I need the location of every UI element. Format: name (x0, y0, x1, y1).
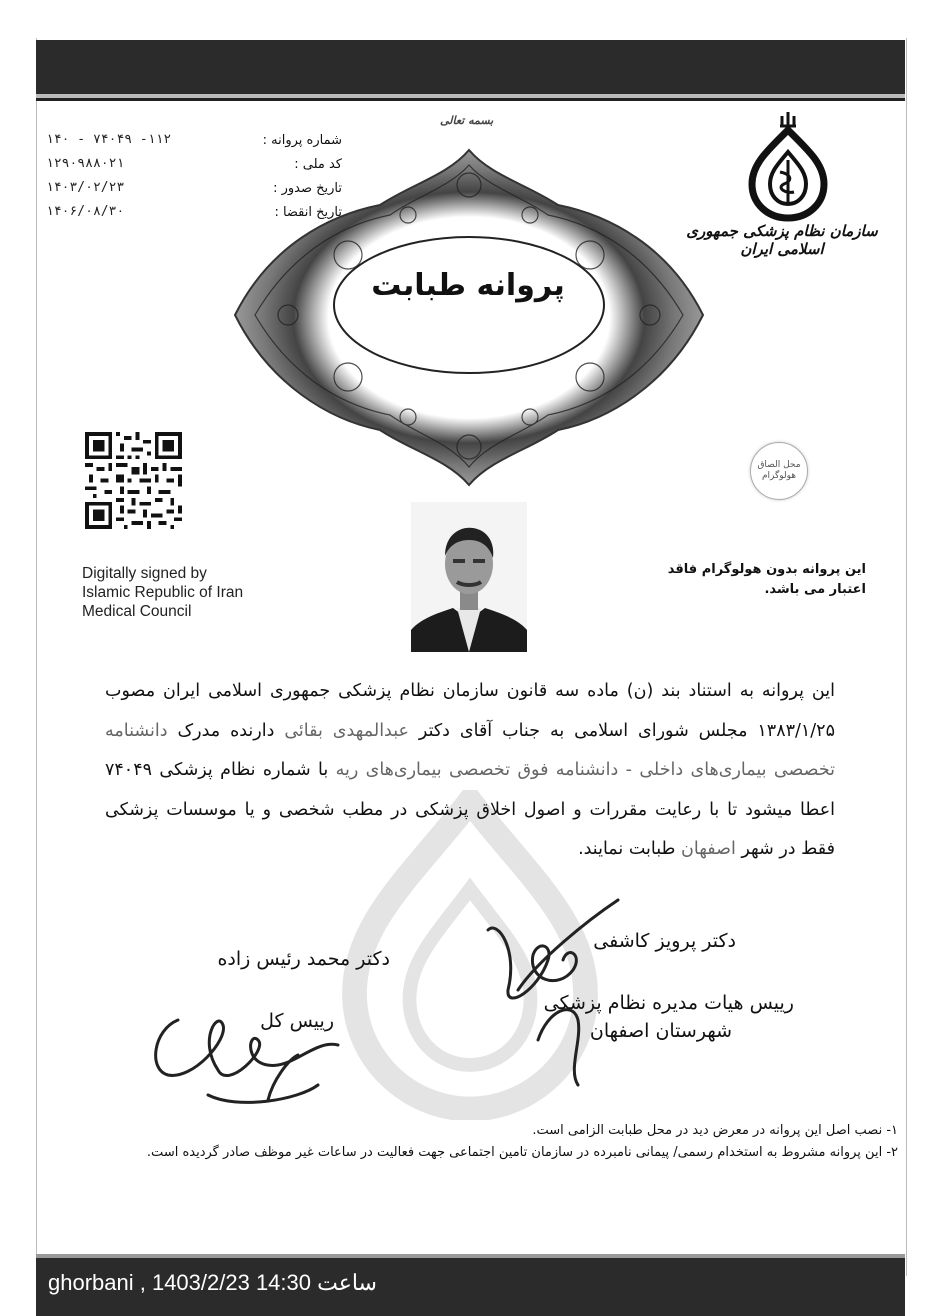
license-body-text (105, 672, 835, 870)
expiry-date-label: تاریخ انقضا : (274, 205, 342, 220)
left-signatory-title: رییس کل (260, 1010, 334, 1032)
right-signatory-title-line-2: شهرستان اصفهان (589, 1020, 732, 1042)
body-part-4: طبابت نمایند. (578, 839, 682, 859)
holo-note-line-2: اعتبار می باشد. (764, 582, 866, 597)
note-2: ۲- این پروانه مشروط به استخدام رسمی/ پیمانی نامبرده در سازمان تامین اجتماعی جهت فعالیت در ساعات غیر موظف صادر گردیده است. (146, 1145, 898, 1160)
issue-date-label: تاریخ صدور : (273, 181, 342, 196)
signed-line-2: Islamic Republic of Iran (82, 584, 244, 601)
license-field-values (46, 128, 171, 224)
top-divider (36, 98, 905, 101)
practice-city: اصفهان (681, 839, 736, 859)
license-title: پروانه طبابت (371, 268, 565, 303)
medical-council-logo-icon (738, 112, 838, 232)
license-field-labels (263, 129, 342, 225)
right-signatory-name: دکتر پرویز کاشفی (593, 930, 736, 952)
signed-line-1: Digitally signed by (82, 565, 207, 582)
body-part-1: این پروانه به استناد بند (ن) ماده سه قانون سازمان نظام پزشکی جمهوری اسلامی ایران مصوب ۱۳۸۳/۱/۲۵ مجلس شورای اسلامی به جناب آقای دکتر (105, 681, 835, 741)
signed-line-3: Medical Council (82, 603, 192, 620)
basmala: بسمه تعالی (440, 114, 494, 127)
left-signature-image (148, 1000, 348, 1120)
print-info-footer: ghorbani , 1403/2/23 14:30 ساعت (48, 1270, 377, 1295)
right-signatory-title-line-1: رییس هیات مدیره نظام پزشکی (543, 992, 794, 1014)
license-notes (78, 1122, 898, 1166)
digital-signature-note (82, 564, 243, 621)
expiry-date-value: ۱۴۰۶/۰۸/۳۰ (46, 204, 125, 219)
national-id-value: ۱۲۹۰۹۸۸۰۲۱ (46, 156, 125, 171)
right-signature-image (478, 890, 628, 1090)
holder-degree: دانشنامه تخصصی بیماری‌های داخلی - دانشنامه فوق تخصصی بیماری‌های ریه (105, 720, 835, 780)
issue-date-value: ۱۴۰۳/۰۲/۲۳ (46, 180, 125, 195)
body-part-2: دارنده مدرک (167, 720, 285, 741)
holo-note-line-1: این پروانه بدون هولوگرام فاقد (667, 562, 866, 577)
top-bar (36, 40, 905, 98)
license-number-value: ۱۴۰ - ۷۴۰۴۹ -۱۱۲ (46, 132, 172, 147)
qr-code-icon (85, 432, 182, 529)
organization-name: سازمان نظام پزشکی جمهوری اسلامی ایران (686, 222, 878, 258)
national-id-label: کد ملی : (294, 157, 342, 172)
body-part-3: با شماره نظام پزشکی ۷۴۰۴۹ اعطا میشود تا با رعایت مقررات و اصول اخلاق پزشکی در مطب شخصی و یا موسسات پزشکی فقط در شهر (105, 760, 835, 859)
note-1: ۱- نصب اصل این پروانه در معرض دید در محل طبابت الزامی است. (532, 1123, 898, 1138)
hologram-validity-note (666, 560, 866, 600)
license-number-label: شماره پروانه : (262, 133, 342, 148)
holder-photo (411, 502, 527, 652)
holder-name: عبدالمهدی بقائی (284, 720, 409, 741)
left-signatory-name: دکتر محمد رئیس زاده (217, 948, 390, 970)
hologram-placeholder: محل الصاق هولوگرام (750, 442, 808, 500)
